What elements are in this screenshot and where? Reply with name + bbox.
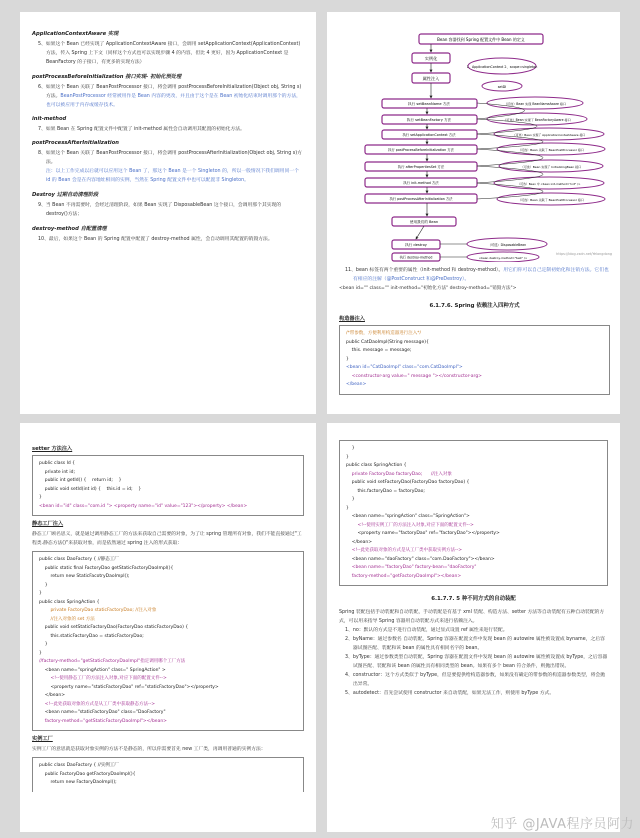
page2-body (339, 266, 610, 398)
code-line: public class SpringAction { (39, 599, 100, 605)
code-line: /*带参数，方便利用构造器进行注入*/ (346, 331, 422, 336)
diag-r-init: （可选）Bean 实现了 InitializingBean 接口 (520, 165, 582, 169)
code-line: public void setStaticFactoryDao(FactoryDao staticFactoryDao) { (39, 625, 189, 630)
code-line: public class Id { (39, 461, 76, 466)
code-line: } (346, 446, 355, 451)
code-instance-cont (339, 440, 608, 586)
code-line: this. message = message; (346, 348, 412, 353)
diag-setAppCtx: 执行 setApplicationContext 方法 (402, 133, 456, 137)
static-desc: 静态工厂顾名思义，就是通过调用静态工厂的方法来获取自己需要的对象，为了让 spring 管理所有对象，我们不能直接通过"工程类.静态方法()"来获取对象，而是依然通过 spring 注入的形式获取： (32, 532, 302, 546)
code-line: } (346, 505, 349, 511)
code-line: <property name="staticFactoryDao" ref="staticFactoryDao"></property> (39, 684, 219, 690)
code-line: public class DaoFactory { //实例工厂 (39, 763, 119, 768)
sub-constructor: 构造器注入 (339, 316, 365, 322)
diag-r-factory: （可选）Bean 实现了 BeanFactoryAware 接口 (503, 118, 571, 122)
diag-top: Bean 容器找到 Spring 配置文件中 Bean 的定义 (437, 37, 525, 42)
diag-instantiate: 实例化 (424, 56, 438, 61)
document-page-4 (327, 423, 620, 832)
code-line: </bean> (346, 382, 367, 387)
code-line: <bean name="factoryDao" factory-bean="daoFactory" (346, 565, 477, 570)
diag-setBeanName: 执行 setBeanName 方法 (408, 102, 450, 106)
code-line: public void setId(int id) { this.id = id; } (39, 486, 142, 492)
code-line: <!--使用静态工厂的方法注入对象,对应下面的配置文件--> (39, 676, 167, 681)
diag-watermark: https://blog.csdn.net/Yelongdong (556, 252, 612, 256)
autowire-item: 5、autodetect：首先尝试使用 constructor 来自动装配，如果无法工作，则使用 byType 方式。 (345, 691, 555, 696)
code-line: public FactoryDao getFactoryDaoImpl(){ (39, 771, 136, 777)
instance-desc: 实例工厂的意思就是获取对象实例的方法不是静态的，所以你需要首先 new 工厂类，再调用普通的实例方法： (32, 747, 266, 752)
item-11: 11、bean 标签有两个重要的属性（init-method 和 destroy-method）。用它们你可以自己定制初始化和注销方法。它们也有相应的注解（@PostConstruct 和@PreDestroy）。 (345, 268, 609, 282)
item-5: 5、如果这个 Bean 已经实现了 ApplicationContextAware 接口，会调用 setApplicationContext(ApplicationContext)方法，传入 Spring 上下文（同样这个方式也可以实现步骤 4 的内容，但比 4 更好，因为 ApplicationContext 是 BeanFactory 的子接口，有更多的实现方法） (38, 42, 301, 65)
code-line: } (39, 650, 42, 656)
heading-init-method: init-method (32, 116, 67, 122)
code-line: <bean id="CatDaoImpl" class="com.CatDaoImpl"> (346, 365, 463, 370)
diag-r-disp: （可选）DisposableBean (487, 243, 527, 247)
code-line: <property name="factoryDao" ref="factoryDao"></property> (346, 531, 500, 536)
code-line: } (39, 495, 42, 500)
code-line: } (346, 497, 355, 502)
zhihu-watermark: 知乎 @JAVA程序员阿力 (490, 817, 634, 832)
diag-destroyMethod: 执行 destroy-method (399, 255, 433, 260)
code-line: } (346, 356, 349, 362)
sub-instance-factory: 实例工厂 (32, 736, 53, 742)
diag-r-initm: （可选）Bean 中 <bean init-method="init" /> (517, 182, 581, 186)
autowire-item: 1、no：默认的方式是不进行自动装配，通过显式设置 ref 属性来进行装配。 (345, 628, 508, 633)
code-line: } (39, 642, 48, 647)
diag-setBeanFactory: 执行 setBeanFactory 方法 (406, 118, 452, 122)
code-line: <!--使用实例工厂的方法注入对象,对应下面的配置文件--> (346, 522, 474, 528)
code-constructor (339, 325, 610, 395)
code-line: private FactoryDao staticFactoryDao; //注入对象 (39, 608, 157, 613)
code-line: <bean id="id" class="com.id "> <property name="id" value="123"></property> </bean> (39, 503, 248, 509)
code-setter (32, 455, 304, 516)
diag-before: 执行 postProcessBeforeInitialization 方法 (388, 148, 454, 152)
code-line: } (39, 582, 48, 588)
bean-lifecycle-diagram (327, 12, 620, 262)
autowire-item: 2、byName：通过参数名 自动装配，Spring 容器在配置文件中发现 bean 的 autowire 属性被设置成 byname，之后容器试图匹配、装配和该 bean 的属性具有相同名字的 bean。 (345, 637, 605, 651)
code-line: <constructor-arg value=" message "></constructor-arg> (346, 373, 482, 379)
item-7: 7、如果 Bean 在 Spring 配置文件中配置了 init-method 属性会自动调用其配置的初始化方法。 (38, 127, 245, 132)
code-line: public static final FactoryDao getStaticFactoryDaoImpl(){ (39, 565, 174, 571)
section-autowire: 6.1.7.7. 5 种不同方式的自动装配 (431, 596, 516, 602)
diag-left-chain (365, 99, 477, 261)
diag-r-destm: <bean destroy-method="test" /> (478, 256, 528, 260)
diag-r-ctx: （可选）Bean 实现了 ApplicationContextAware 接口 (512, 133, 586, 137)
code-line: public int getId() { return id; } (39, 478, 122, 483)
diag-r-bpp1: （可选）Bean 关联了 BeanPostProcessor 接口 (518, 148, 584, 152)
heading-destroy: Destroy 过期自动清理阶段 (32, 192, 99, 198)
code-line: public class SpringAction { (346, 463, 407, 468)
code-line: this.factoryDao = factoryDao; (346, 488, 425, 494)
code-instance (32, 757, 304, 792)
code-line: private FactoryDao factoryDao; //注入对象 (346, 471, 452, 477)
document-page-1 (20, 12, 316, 414)
diag-r-bpp2: （可选）Bean 关联了 BeanPostProcessor 接口 (518, 198, 584, 202)
code-line: } (39, 591, 42, 596)
autowire-item: 4、constructor：这个方式类似于 byType，但是要提供给构造器参数，如果没有确定的带参数的构造器参数类型，将会抛出异常。 (345, 673, 605, 687)
item-9: 9、当 Bean 不再需要时，会经过清理阶段，如果 Bean 实现了 DisposableBean 这个接口，会调用那个其实现的 destroy()方法； (38, 203, 282, 217)
document-page-3 (20, 423, 316, 832)
diag-use: 使用我们的 Bean (409, 220, 439, 224)
autowire-item: 3、byType：通过参数类型自动装配，Spring 容器在配置文件中发现 bean 的 autowire 属性被设置成 byType，之后容器试图匹配、装配和该 bean 的属性具有相同类型的 bean。如果有多个 bean 符合条件，则抛出错误。 (345, 655, 608, 669)
code-line: <bean name="staticFactoryDao" class="DaoFactory" (39, 710, 166, 715)
autowire-intro: Spring 装配包括手动装配和自动装配，手动装配是有基于 xml 装配、构造方法、setter 方法等自动装配有五种自动装配的方式，可以用来指导 Spring 容器用自动装配方式来进行依赖注入。 (339, 610, 605, 624)
code-line: public CatDaoImpl(String message){ (346, 339, 429, 345)
code-line: </bean> (346, 539, 373, 545)
code-line: <!--此处获取对象的方式是从工厂类中获取实例方法--> (346, 548, 463, 553)
document-page-2 (327, 12, 620, 414)
code-line: <!--此处获取对象的方式是从工厂类中获取静态方法--> (39, 701, 156, 707)
code-line: //注入对象的 set 方法 (39, 616, 95, 622)
code-line: factory-method="getFactoryDaoImpl"></bean> (346, 573, 462, 579)
heading-before-init: postProcessBeforeInitialization 接口实现- 初始化预处理 (32, 74, 182, 80)
diag-afterProps: 执行 afterPropertiesSet 方法 (397, 165, 445, 169)
diag-setDI-label: setDI (497, 85, 507, 89)
item-6: 6、如果这个 Bean 关联了 BeanPostProcessor 接口，将会调用 postProcessBeforeInitialization(Object obj, String s)方法。BeanPostProcessor 经常被用作是 Bean 内容的更改，并且由于这个是在 Bean 初始化结束时调用那个的方法，也可以被应用于内存或缓存技术。 (38, 85, 302, 108)
code-static (32, 551, 304, 731)
sub-static-factory: 静态工厂注入 (32, 521, 64, 527)
code-line: <bean name="springAction" class=" SpringAction" > (39, 667, 166, 673)
sub-setter: setter 方法注入 (32, 446, 73, 452)
code-line: public void setFactoryDao(FactoryDao factoryDao) { (346, 480, 470, 485)
heading-destroy-method: destroy-method 自配置清理 (32, 226, 107, 232)
code-line: factory-method="getStaticFactoryDaoImpl"></bean> (39, 718, 167, 724)
diag-after: 执行 postProcessAfterInitialization 方法 (389, 197, 453, 201)
diag-r-aware: （可选）Bean 实现 BeanNameAware 接口 (503, 102, 567, 106)
diag-initMethod: 执行 init-method 方法 (403, 181, 439, 185)
diag-destroy: 执行 destroy (405, 243, 427, 247)
code-line: public class DaoFactory { //静态工厂 (39, 557, 119, 562)
diag-populate: 属性注入 (422, 76, 440, 81)
item-10: 10、最后，如果这个 Bean 的 Spring 配置中配置了 destroy-method 属性，会自动调用其配置的销毁方法。 (38, 237, 273, 242)
code-line: <bean name="springAction" class="SpringAction"> (346, 514, 470, 519)
section-di: 6.1.7.6. Spring 依赖注入四种方式 (429, 303, 520, 309)
heading-after-init: postProcessAfterInitialization (32, 140, 119, 146)
code-line: return new StaticFacotryDaoImpl(); (39, 574, 130, 579)
diag-right1: 1、ApplicationContext 2、scope=singleton (466, 65, 538, 69)
code-line: <bean name="daoFactory" class="com.DaoFactory"></bean> (346, 556, 495, 562)
code-line: } (346, 454, 349, 460)
item-8: 8、如果这个 Bean 关联了 BeanPostProcessor 接口，将会调用 postProcessAfterInitialization(Object obj, String s)方法。 注：以上工作完成以后就可以应用这个 Bean 了，那这个 Bean 是一个 Singleton 的，所以一般情况下我们调用同一个 id 的 Bean 会是在内容地址相同的实例，当然在 Spring 配置文件中也可以配置非 Singleton。 (38, 151, 302, 183)
code-line: return new FactoryDaoImpl(); (39, 780, 117, 785)
code-line: </bean> (39, 693, 66, 698)
code-line: private int id; (39, 469, 75, 475)
heading-aware: ApplicationContextAware 实现 (32, 31, 119, 37)
code-init-destroy: <bean id="" class="" init-method="初始化方法" destroy-method="销毁方法"> (339, 286, 517, 291)
code-line: this.staticFactoryDao = staticFactoryDao; (39, 633, 144, 639)
code-line: //factory-method="getStaticFactoryDaoImpl"指定调用哪个工厂方法 (39, 659, 186, 664)
